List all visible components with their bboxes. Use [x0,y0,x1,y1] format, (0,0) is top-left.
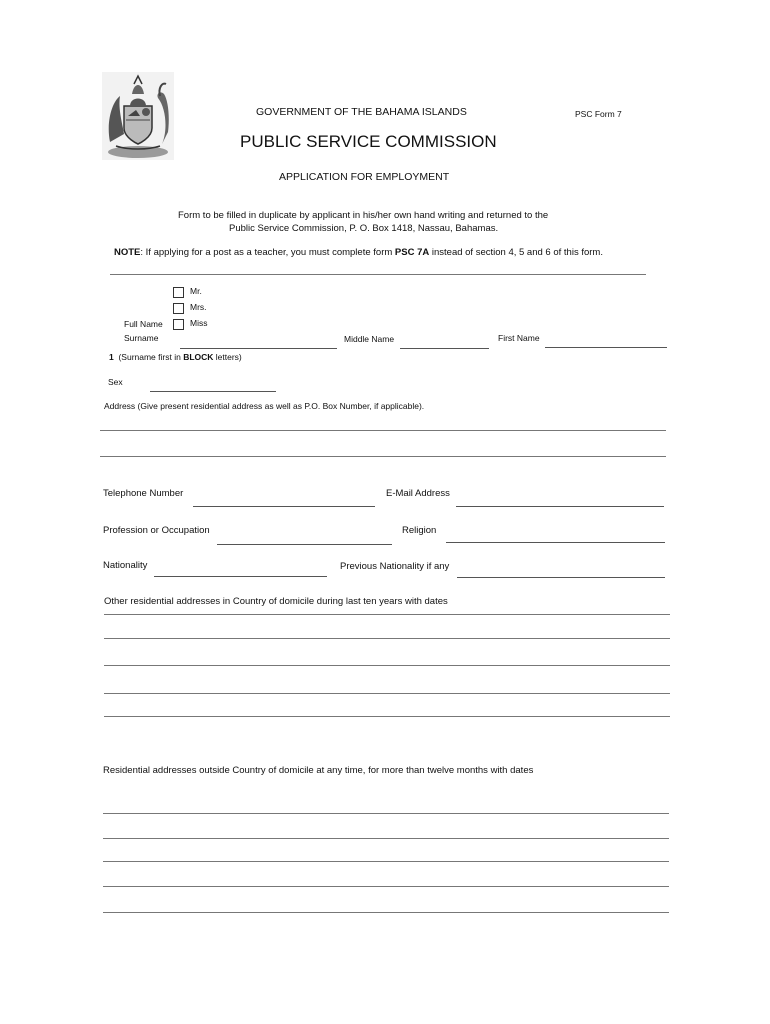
previous-nationality-label: Previous Nationality if any [340,561,450,572]
divider [110,274,646,275]
note-form: PSC 7A [394,247,430,258]
domicile-addresses-label: Other residential addresses in Country of domicile during last ten years with dates [104,596,448,607]
checkbox-mrs[interactable] [173,303,184,314]
address-label: Address (Give present residential address as well as P.O. Box Number, if applicable). [104,401,425,411]
address-line-2[interactable] [100,456,666,457]
coat-of-arms-icon [102,72,174,160]
profession-label: Profession or Occupation [103,525,210,536]
telephone-label: Telephone Number [103,488,184,499]
section-number: 1 [109,352,114,362]
religion-field[interactable] [446,542,665,543]
form-id: PSC Form 7 [575,109,622,119]
form-title: APPLICATION FOR EMPLOYMENT [279,171,450,183]
outside-line-3[interactable] [103,861,669,862]
surname-note-bold: BLOCK [183,352,214,362]
instructions-line-1: Form to be filled in duplicate by applicant in his/her own hand writing and returned to the [178,210,549,221]
email-field[interactable] [456,506,664,507]
surname-field[interactable] [180,348,337,349]
surname-note [109,352,242,362]
outside-line-2[interactable] [103,838,669,839]
nationality-label: Nationality [103,560,148,571]
outside-addresses-label: Residential addresses outside Country of domicile at any time, for more than twelve months with dates [103,765,534,776]
first-name-field[interactable] [545,347,667,348]
previous-nationality-field[interactable] [457,577,665,578]
title-mr-label: Mr. [190,286,202,296]
domicile-line-5[interactable] [104,716,670,717]
surname-label: Surname [124,333,159,343]
religion-label: Religion [402,525,437,536]
profession-field[interactable] [217,544,392,545]
title-mrs-label: Mrs. [190,302,207,312]
middle-name-field[interactable] [400,348,489,349]
sex-label: Sex [108,377,123,387]
outside-line-1[interactable] [103,813,669,814]
first-name-label: First Name [498,333,540,343]
note [114,247,603,258]
domicile-line-3[interactable] [104,665,670,666]
government-heading: GOVERNMENT OF THE BAHAMA ISLANDS [256,106,467,118]
outside-line-5[interactable] [103,912,669,913]
sex-field[interactable] [150,391,276,392]
full-name-label: Full Name [124,319,163,329]
email-label: E-Mail Address [386,488,450,499]
domicile-line-2[interactable] [104,638,670,639]
instructions-line-2: Public Service Commission, P. O. Box 1418, Nassau, Bahamas. [229,223,499,234]
note-text-pre: : If applying for a post as a teacher, you must complete form [140,247,395,258]
surname-note-post: letters) [213,352,242,362]
title-miss-label: Miss [190,318,208,328]
middle-name-label: Middle Name [344,334,395,344]
note-text-post: instead of section 4, 5 and 6 of this form. [429,247,603,258]
note-label: NOTE [114,247,141,258]
checkbox-mr[interactable] [173,287,184,298]
domicile-line-1[interactable] [104,614,670,615]
nationality-field[interactable] [154,576,327,577]
outside-line-4[interactable] [103,886,669,887]
telephone-field[interactable] [193,506,375,507]
checkbox-miss[interactable] [173,319,184,330]
commission-title: PUBLIC SERVICE COMMISSION [240,132,497,151]
surname-note-pre: (Surname first in [118,352,184,362]
domicile-line-4[interactable] [104,693,670,694]
address-line-1[interactable] [100,430,666,431]
